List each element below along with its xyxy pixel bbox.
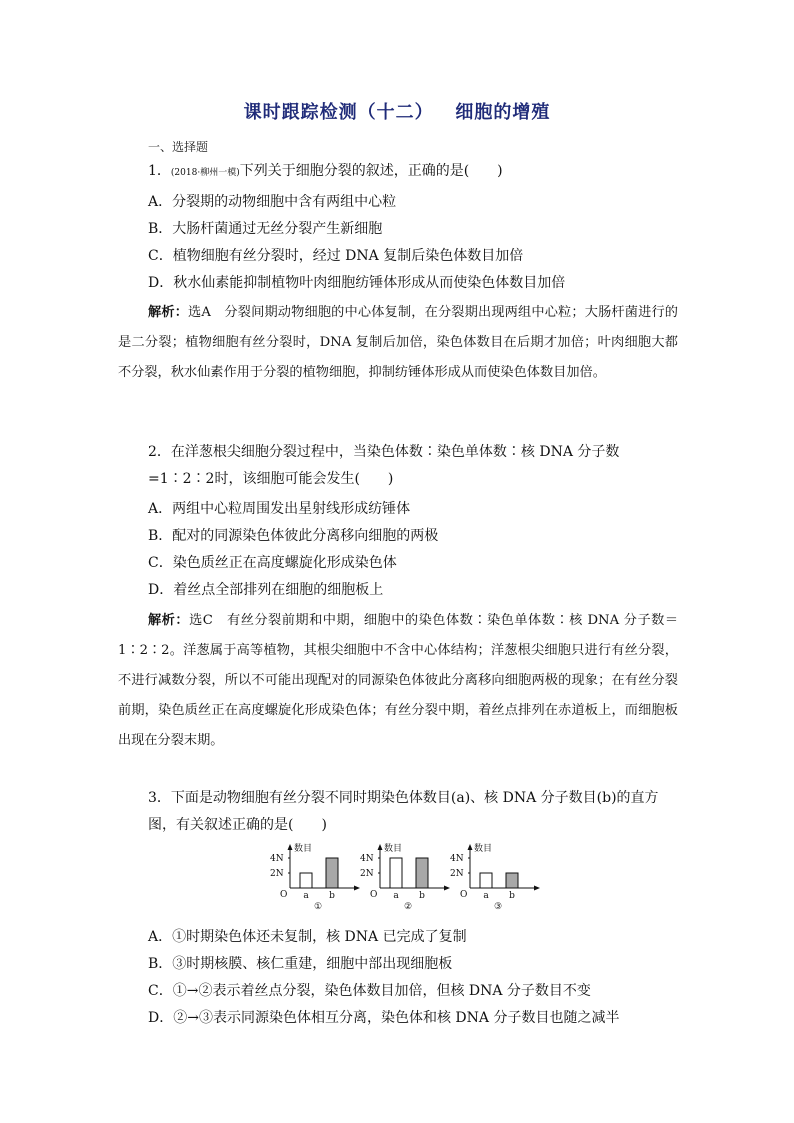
question-1-number: 1． bbox=[148, 163, 171, 179]
question-1-source: (2018·柳州一模) bbox=[170, 168, 240, 178]
q1-analysis bbox=[118, 298, 678, 388]
chart-1-y-arrow bbox=[288, 844, 293, 850]
q1-option-d: D．秋水仙素能抑制植物叶肉细胞纺锤体形成从而使染色体数目加倍 bbox=[148, 275, 566, 291]
chart-1-xtick-a: a bbox=[303, 891, 309, 901]
q1-analysis-text: 选A 分裂间期动物细胞的中心体复制，在分裂期出现两组中心粒；大肠杆菌进行的是二分裂；植物细胞有丝分裂时，DNA 复制后加倍，染色体数目在后期才加倍；叶肉细胞大都不分裂，秋水仙素作用于分裂的植物细胞，抑制纺锤体形成从而使染色体数目加倍。 bbox=[118, 305, 678, 380]
chart-2-label: ② bbox=[403, 902, 413, 912]
q2-option-b: B．配对的同源染色体彼此分离移向细胞的两极 bbox=[148, 528, 439, 544]
section-heading: 一、选择题 bbox=[148, 140, 209, 154]
histogram-1-svg bbox=[268, 842, 364, 914]
q1-option-a: A．分裂期的动物细胞中含有两组中心粒 bbox=[148, 194, 397, 210]
chart-3-origin: O bbox=[460, 890, 468, 900]
chart-2-bar-b bbox=[416, 858, 428, 888]
chart-1-ylabel: 数目 bbox=[294, 844, 313, 854]
q3-option-d: D．②→③表示同源染色体相互分离，染色体和核 DNA 分子数目也随之减半 bbox=[148, 1010, 620, 1026]
q1-option-c: C．植物细胞有丝分裂时，经过 DNA 复制后染色体数目加倍 bbox=[148, 248, 524, 264]
histogram-1 bbox=[268, 842, 364, 914]
chart-3-y-arrow bbox=[468, 844, 473, 850]
q3-option-c: C．①→②表示着丝点分裂，染色体数目加倍，但核 DNA 分子数目不变 bbox=[148, 983, 591, 999]
histogram-3 bbox=[448, 842, 544, 914]
q2-option-a: A．两组中心粒周围发出星射线形成纺锤体 bbox=[148, 501, 411, 517]
q2-analysis-text: 选C 有丝分裂前期和中期，细胞中的染色体数∶染色单体数∶核 DNA 分子数＝1∶2∶2。洋葱属于高等植物，其根尖细胞中不含中心体结构；洋葱根尖细胞只进行有丝分裂，不进行减数分裂，所以不可能出现配对的同源染色体彼此分离移向细胞两极的现象；在有丝分裂前期，染色质丝正在高度螺旋化形成染色体；有丝分裂中期，着丝点排列在赤道板上，而细胞板出现在分裂末期。 bbox=[118, 613, 679, 748]
chart-2-y-arrow bbox=[378, 844, 383, 850]
chart-2-ylabel: 数目 bbox=[384, 844, 403, 854]
question-1 bbox=[148, 158, 678, 187]
chart-3-ytick-label-2: 2N bbox=[450, 869, 464, 879]
chart-3-bar-a bbox=[480, 873, 492, 888]
chart-1-origin: O bbox=[280, 890, 288, 900]
chart-1-bar-a bbox=[300, 873, 312, 888]
chart-3-xtick-b: b bbox=[509, 891, 515, 901]
chart-1-xtick-b: b bbox=[329, 891, 335, 901]
chart-2-xtick-b: b bbox=[419, 891, 425, 901]
chart-3-xtick-a: a bbox=[483, 891, 489, 901]
chart-1-label: ① bbox=[313, 902, 323, 912]
chart-2-bar-a bbox=[390, 858, 402, 888]
chart-3-bar-b bbox=[506, 873, 518, 888]
chart-3-ytick-label-4: 4N bbox=[450, 854, 464, 864]
question-1-stem: 下列关于细胞分裂的叙述，正确的是( ) bbox=[239, 163, 503, 179]
q2-analysis bbox=[118, 606, 678, 756]
question-2-stem: 2．在洋葱根尖细胞分裂过程中，当染色体数∶染色单体数∶核 DNA 分子数=1∶2∶2时，该细胞可能会发生( ) bbox=[148, 444, 620, 487]
chart-1-bar-b bbox=[326, 858, 338, 888]
histogram-2 bbox=[358, 842, 454, 914]
q2-analysis-label: 解析： bbox=[148, 613, 190, 628]
chart-1-ytick-label-2: 2N bbox=[270, 869, 284, 879]
q1-analysis-label: 解析： bbox=[148, 305, 189, 320]
q3-option-b: B．③时期核膜、核仁重建，细胞中部出现细胞板 bbox=[148, 956, 453, 972]
histogram-2-svg bbox=[358, 842, 454, 914]
question-3-stem: 3．下面是动物细胞有丝分裂不同时期染色体数目(a)、核 DNA 分子数目(b)的直方图，有关叙述正确的是( ) bbox=[148, 790, 659, 833]
chart-3-x-arrow bbox=[534, 886, 540, 891]
chart-2-origin: O bbox=[370, 890, 378, 900]
q1-option-b: B．大肠杆菌通过无丝分裂产生新细胞 bbox=[148, 221, 383, 237]
chart-2-ytick-label-4: 4N bbox=[360, 854, 374, 864]
question-3 bbox=[148, 785, 678, 839]
page-title: 课时跟踪检测（十二） 细胞的增殖 bbox=[243, 102, 551, 123]
chart-2-xtick-a: a bbox=[393, 891, 399, 901]
chart-2-ytick-label-2: 2N bbox=[360, 869, 374, 879]
chart-3-ylabel: 数目 bbox=[474, 844, 493, 854]
chart-3-label: ③ bbox=[493, 902, 503, 912]
q2-option-c: C．染色质丝正在高度螺旋化形成染色体 bbox=[148, 555, 397, 571]
chart-1-ytick-label-4: 4N bbox=[270, 854, 284, 864]
question-2 bbox=[148, 439, 678, 493]
histogram-3-svg bbox=[448, 842, 544, 914]
q3-option-a: A．①时期染色体还未复制，核 DNA 已完成了复制 bbox=[148, 929, 467, 945]
q2-option-d: D．着丝点全部排列在细胞的细胞板上 bbox=[148, 582, 384, 598]
